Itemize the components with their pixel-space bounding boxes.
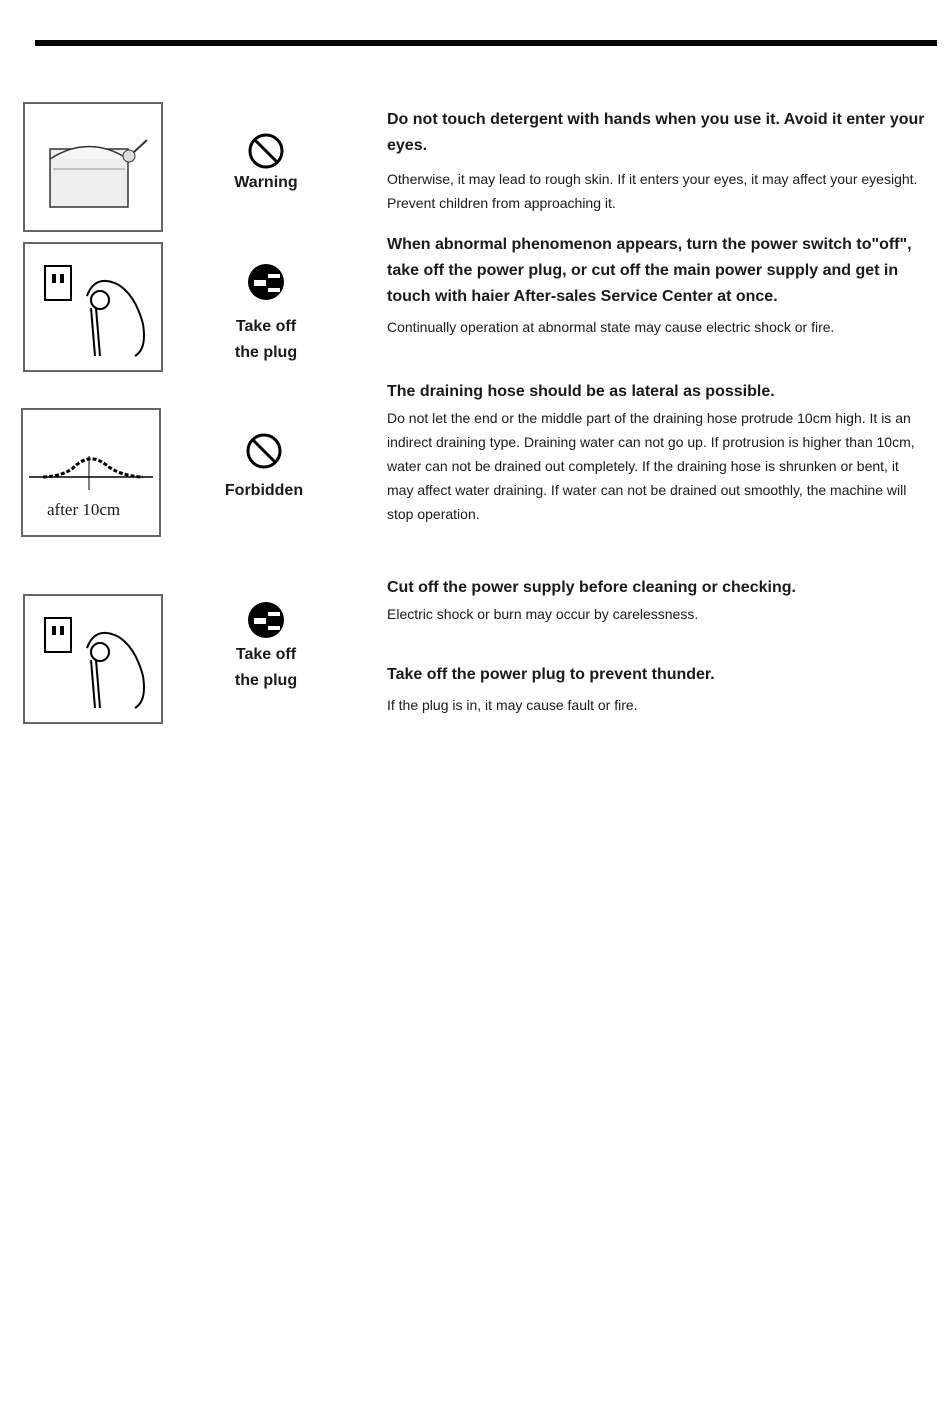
heading-cleaning: Cut off the power supply before cleaning or checking.	[387, 579, 796, 596]
heading-abnormal: When abnormal phenomenon appears, turn the power switch to"off", take off the power plug, or cut off the main power supply and get in touch with haier After-sales Service Center at once.	[387, 236, 912, 305]
unplug-symbol	[206, 262, 326, 366]
illustration-caption-after-10cm: after 10cm	[47, 500, 121, 519]
top-rule	[35, 40, 937, 46]
section-cleaning	[387, 575, 925, 717]
section-abnormal	[387, 232, 925, 339]
body-cleaning: Electric shock or burn may occur by carelessness.	[387, 606, 699, 622]
unplug-icon	[246, 262, 286, 302]
forbidden-symbol	[204, 432, 324, 504]
unplug-illustration	[23, 242, 163, 372]
unplug-illustration-2	[23, 594, 163, 724]
body-detergent: Otherwise, it may lead to rough skin. If it enters your eyes, it may affect your eyesight. Prevent children from approaching it.	[387, 171, 918, 211]
detergent-box-illustration	[23, 102, 163, 232]
prohibition-icon	[247, 132, 285, 170]
symbol-label-take-off-plug: Take off the plug	[234, 318, 298, 361]
symbol-label-warning: Warning	[234, 174, 298, 191]
unplug-symbol-2	[206, 600, 326, 694]
body-draining: Do not let the end or the middle part of the draining hose protrude 10cm high. It is an indirect draining type. Draining water can not go up. If protrusion is higher than 10cm, water can not be drained out completely. If the draining hose is shrunken or bent, it may affect water draining. If water can not be drained out smoothly, the machine will stop operation.	[387, 410, 915, 522]
section-draining	[387, 379, 925, 526]
heading-detergent: Do not touch detergent with hands when you use it. Avoid it enter your eyes.	[387, 111, 925, 154]
heading-thunder: Take off the power plug to prevent thunder.	[387, 666, 715, 683]
unplug-icon	[246, 600, 286, 640]
body-thunder: If the plug is in, it may cause fault or fire.	[387, 697, 638, 713]
body-abnormal: Continually operation at abnormal state may cause electric shock or fire.	[387, 319, 835, 335]
prohibition-icon	[245, 432, 283, 470]
symbol-label-take-off-plug-2: Take off the plug	[234, 646, 298, 689]
heading-draining: The draining hose should be as lateral as possible.	[387, 383, 775, 400]
warning-symbol	[206, 132, 326, 196]
draining-hose-illustration	[21, 408, 161, 537]
section-detergent	[387, 107, 925, 215]
symbol-label-forbidden: Forbidden	[224, 482, 304, 499]
